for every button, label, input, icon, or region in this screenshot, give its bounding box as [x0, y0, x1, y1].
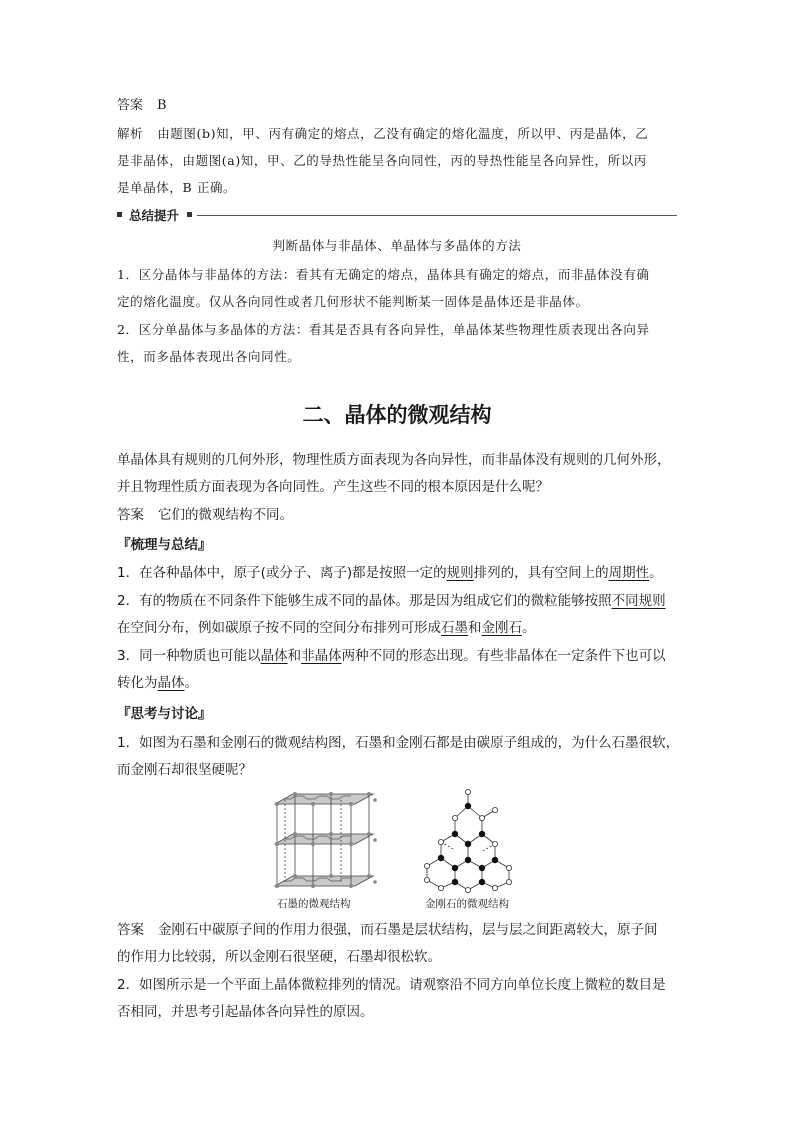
summary-divider — [197, 215, 677, 216]
graphite-structure-image — [275, 792, 377, 888]
summary-heading-bar — [117, 207, 677, 223]
fill-blank: 不同规则 — [611, 593, 666, 609]
review-p2-text: 和 — [468, 620, 482, 636]
review-p2-text: 在空间分布，例如碳原子按不同的空间分布排列可形成 — [117, 620, 441, 636]
review-p3-text: 和 — [287, 648, 302, 664]
summary-item2-line1: 2．区分单晶体与多晶体的方法：看其是否具有各向异性，单晶体某些物理性质表现出各向异 — [117, 322, 650, 337]
review-p3-line1 — [117, 646, 666, 666]
question1-line2: 而金刚石却很坚硬呢？ — [117, 762, 252, 778]
section-title: 二、晶体的微观结构 — [302, 403, 492, 427]
fill-blank: 非晶体 — [301, 648, 342, 664]
fill-blank: 石墨 — [441, 620, 468, 636]
intro-answer — [117, 505, 293, 525]
analysis-line-3: 是单晶体，B 正确。 — [117, 180, 237, 195]
analysis-label: 解析 — [117, 126, 144, 141]
crystal-structure-figure — [265, 788, 525, 914]
review-p1-text: 。 — [649, 565, 663, 581]
review-p1 — [117, 563, 663, 583]
diamond-caption: 金刚石的微观结构 — [425, 898, 509, 910]
intro-line-1: 单晶体具有规则的几何外形，物理性质方面表现为各向异性，而非晶体没有规则的几何外形， — [117, 452, 671, 468]
question2-line2: 否相同，并思考引起晶体各向异性的原因。 — [117, 1004, 374, 1020]
review-p3-text: 转化为 — [117, 675, 158, 691]
summary-bullet-icon — [117, 212, 122, 217]
question2-line1: 2．如图所示是一个平面上晶体微粒排列的情况。请观察沿不同方向单位长度上微粒的数目是 — [117, 977, 666, 993]
review-p2-text: 2．有的物质在不同条件下能够生成不同的晶体。那是因为组成它们的微粒能够按照 — [117, 593, 612, 609]
review-p3-line2 — [117, 673, 198, 693]
answer1-line1 — [117, 920, 658, 940]
summary-subtitle: 判断晶体与非晶体、单晶体与多晶体的方法 — [272, 238, 522, 253]
analysis-line-1 — [117, 124, 648, 144]
review-p2-text: 。 — [522, 620, 536, 636]
question1-line1: 1．如图为石墨和金刚石的微观结构图，石墨和金刚石都是由碳原子组成的，为什么石墨很软， — [117, 735, 680, 751]
review-heading: 『梳理与总结』 — [117, 537, 212, 553]
review-p1-text: 1．在各种晶体中，原子(或分子、离子)都是按照一定的 — [117, 565, 447, 581]
discussion-heading: 『思考与讨论』 — [117, 706, 212, 722]
intro-answer-text: 它们的微观结构不同。 — [158, 507, 293, 523]
fill-blank: 晶体 — [260, 648, 288, 664]
fill-blank: 金刚石 — [481, 620, 522, 636]
fill-blank: 周期性 — [608, 565, 650, 581]
review-p1-text: 排列的，具有空间上的 — [473, 565, 609, 581]
answer-label: 答案 — [117, 98, 144, 113]
review-p2-line2 — [117, 618, 536, 638]
summary-bullet-icon — [187, 212, 192, 217]
review-p3-text: 两种不同的形态出现。有些非晶体在一定条件下也可以 — [341, 648, 666, 664]
analysis-line-2: 是非晶体，由题图(a)知，甲、乙的导热性能呈各向同性，丙的导热性能呈各向异性，所以丙 — [117, 153, 647, 168]
answer1-line2: 的作用力比较弱，所以金刚石很坚硬，石墨却很松软。 — [117, 949, 441, 965]
analysis-text-1: 由题图(b)知，甲、丙有确定的熔点，乙没有确定的熔化温度，所以甲、丙是晶体，乙 — [157, 126, 649, 141]
intro-line-2: 并且物理性质方面表现为各向同性。产生这些不同的根本原因是什么呢？ — [117, 479, 549, 495]
answer-value: B — [157, 98, 167, 113]
answer-line — [117, 96, 167, 116]
summary-heading: 总结提升 — [129, 208, 180, 223]
diamond-structure-image — [424, 789, 511, 892]
summary-item1-line1: 1．区分晶体与非晶体的方法：看其有无确定的熔点，晶体具有确定的熔点，而非晶体没有确 — [117, 267, 650, 282]
intro-answer-label: 答案 — [117, 507, 144, 523]
fill-blank: 规则 — [446, 565, 474, 581]
fill-blank: 晶体 — [157, 675, 185, 691]
review-p3-text: 3．同一种物质也可能以 — [117, 648, 261, 664]
graphite-caption: 石墨的微观结构 — [277, 898, 351, 910]
review-p2-line1 — [117, 591, 666, 611]
answer1-label: 答案 — [117, 922, 144, 938]
summary-item1-line2: 定的熔化温度。仅从各向同性或者几何形状不能判断某一固体是晶体还是非晶体。 — [117, 294, 589, 309]
summary-item2-line2: 性，而多晶体表现出各向同性。 — [117, 349, 301, 364]
review-p3-text: 。 — [184, 675, 198, 691]
answer1-text-1: 金刚石中碳原子间的作用力很强，而石墨是层状结构，层与层之间距离较大，原子间 — [158, 922, 658, 938]
